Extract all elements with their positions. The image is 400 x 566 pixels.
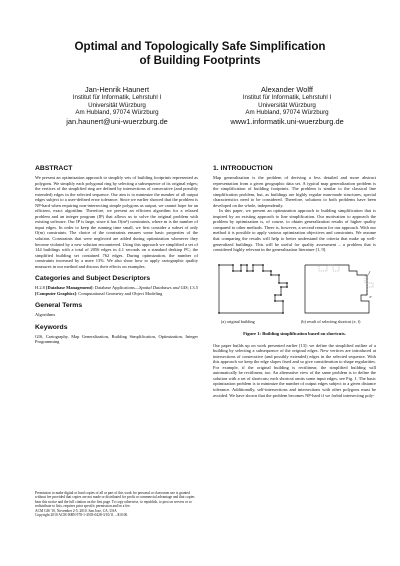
author-website[interactable]: www1.informatik.uni-wuerzburg.de (230, 116, 344, 126)
figure-1-caption: Figure 1: Building simplification based on shortcuts. (243, 330, 346, 336)
general-terms-text: Algorithms (35, 312, 56, 318)
author-university: Universität Würzburg (88, 101, 146, 109)
title-line-1: Optimal and Topologically Safe Simplification (74, 40, 326, 53)
permission-text: Permission to make digital or hard copies of all or part of this work for personal or classroom use is granted without fee provided that copies are not made or distributed for profit or commercial advantage and that copies bear this notice and the full citation on the first page. To copy otherwise, to republish, to post on servers or to redistribute to lists, requires prior specific permission and/or a fee. (35, 491, 195, 509)
introduction-heading: 1. INTRODUCTION (213, 165, 273, 172)
author-affiliation: Institut für Informatik, Lehrstuhl I (242, 94, 332, 101)
title-line-2: of Building Footprints (139, 54, 261, 67)
author-email[interactable]: jan.haunert@uni-wuerzburg.de (66, 116, 168, 126)
author-address: Am Hubland, 97074 Würzburg (245, 109, 329, 117)
venue-text: ACM GIS '10, November 2-5, 2010. San Jose, CA, USA (35, 508, 117, 513)
paper-title (40, 40, 360, 68)
right-column (213, 165, 376, 398)
author-university: Universität Würzburg (258, 101, 316, 109)
keywords-text: GIS, Cartography, Map Generalization, Building Simplification, Optimization, Integer Programming (35, 333, 198, 345)
left-column (35, 165, 198, 345)
figure-1-drawing (213, 257, 376, 319)
author-address: Am Hubland, 97074 Würzburg (75, 109, 159, 117)
removed-edges (319, 265, 373, 287)
edge-label-e: e (369, 293, 372, 299)
copyright-notice (35, 491, 198, 517)
subcaption-a: (a) original building (221, 318, 255, 324)
general-terms-heading: General Terms (35, 302, 83, 310)
categories-heading: Categories and Subject Descriptors (35, 275, 151, 283)
author-name: Jan-Henrik Haunert (84, 85, 150, 94)
subcaption-b: (b) result of selecting shortcut (e, f) (301, 318, 361, 324)
abstract-text: We present an optimization approach to simplify sets of building footprints represented as polygons. We simplify each polygonal ring by selecting a subsequence of its original edges; the vertices of the simplified ring are defined by intersections of consecutive (and possibly extended) edges in the selected sequence. Our aim is to minimize the number of all output edges subject to a user-defined error tolerance. Since we earlier showed that the problem is NP-hard when requiring non-intersecting simple polygons as output, we cannot hope for an efficient, exact algorithm. Therefore, we present an efficient algorithm for a relaxed problem and an integer program (IP) that allows us to solve the original problem with existing software. Our IP is large, since it has O(m⁶) constraints, where m is the number of input edges. In order to keep the running time small, we first consider a subset of only O(m) constraints. The choice of the constraints ensures some basic properties of the solution. Constraints that were neglected are added during optimization whenever they become violated by a new solution encountered. Using this approach we simplified a set of 144 buildings with a total of 2056 edges in 4.1 seconds on a standard desktop PC; the simplified building set contained 762 edges. During optimization, the number of constraints increased by a mere 13%. We also show how to apply cartographic quality measures in our method and discuss their effects on examples. (35, 175, 198, 269)
figure-1 (213, 257, 376, 329)
original-building-vertices (218, 264, 288, 314)
author-name: Alexander Wolff (261, 85, 313, 94)
simplified-building-shape (305, 265, 369, 313)
author-block-1 (42, 85, 192, 126)
keywords-heading: Keywords (35, 323, 68, 331)
author-affiliation: Institut für Informatik, Lehrstuhl I (72, 94, 162, 101)
intro-paragraph-2: In this paper, we present an optimization approach to building simplification that is inspired by an existing approach to line simplification. Our motivation to approach the problem by optimization is, of course, to obtain generalization results of higher quality compared to other methods. There is, however, a second reason for our approach. With our method it is possible to apply various optimization objectives and constraints. We assume that comparing the results will help to better understand the criteria that make up well-generalized buildings. This will be useful for quality assessment – a problem that is considered highly relevant in the generalization literature [1, 9]. (213, 208, 376, 253)
categories-text: H.2.8 [Database Management]: Database Applications—Spatial Databases and GIS; I.3.5 [Computer Graphics]: Computational Geometry and Object Modeling (35, 285, 198, 296)
author-block-2 (212, 85, 362, 126)
acm-copyright: Copyright 2010 ACM ISBN 978-1-4503-0428-3/10/11 ...$10.00. (35, 513, 129, 518)
original-building-shape (219, 265, 287, 313)
intro-paragraph-3: Our paper builds up on work presented earlier [13]: we define the simplified outline of a building by selecting a subsequence of the original edges. New vertices are introduced at intersections of consecutive (and possibly extended) edges in the selected sequence. With this approach we keep the edge slopes fixed and so give consideration to shape regularities. For example, if the original building is rectilinear, the simplified building will automatically be rectilinear, too. An alternative view of the same problem is to define the solution with a set of shortcuts; each shortcut omits some input edges, see Fig. 1. The basic optimization problem is to minimize the number of output edges subject to a given distance tolerance. Additionally, self-intersections and intersections with other polygons must be avoided. We have shown that the problem becomes NP-hard if we forbid intersecting poly- (213, 342, 376, 398)
abstract-heading: ABSTRACT (35, 165, 73, 172)
edge-label-f: f (368, 269, 370, 275)
intro-paragraph-1: Map generalization is the problem of deriving a less detailed and more abstract representation from a given geographic data set. A typical map generalization problem is the simplification of building footprints. The problem is similar to the classical line simplification problem, but, as buildings are highly regular man-made structures, special characteristics need to be considered. Therefore, solutions to both problems have been developed on the whole, independently. (213, 175, 376, 208)
